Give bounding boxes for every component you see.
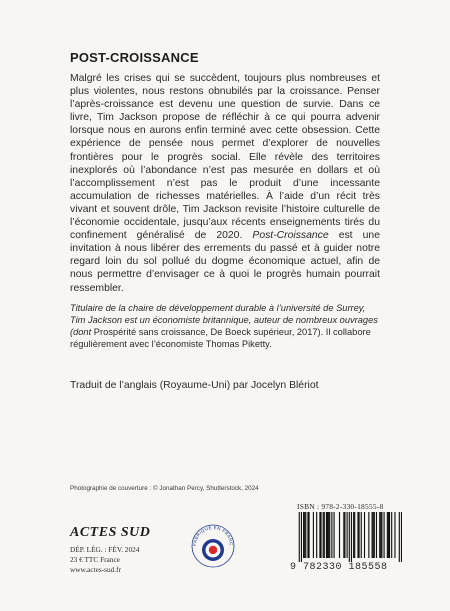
barcode-bar bbox=[316, 512, 317, 558]
book-blurb bbox=[70, 72, 380, 295]
publisher-website: www.actes-sud.fr bbox=[70, 565, 121, 574]
barcode-bar bbox=[357, 512, 358, 558]
barcode-bar bbox=[359, 512, 360, 558]
barcode-bar bbox=[351, 512, 352, 562]
book-title: POST-CROISSANCE bbox=[70, 50, 199, 65]
publisher-logo: ACTES SUD bbox=[70, 525, 151, 540]
barcode-bar bbox=[379, 512, 380, 558]
seal-text: FABRIQUÉ EN FRANC bbox=[191, 524, 235, 547]
barcode-bar bbox=[399, 512, 400, 562]
barcode-bar bbox=[343, 512, 344, 558]
barcode-bar bbox=[349, 512, 350, 562]
barcode-bar bbox=[354, 512, 355, 558]
barcode-bar bbox=[299, 512, 300, 562]
barcode-bar bbox=[313, 512, 314, 558]
barcode-bar bbox=[361, 512, 362, 558]
bio-text-1: Titulaire de la chaire de développement durable à l’université de Surrey, Tim Jackson est un économiste britannique, auteur de nombreux ouvrages (dont bbox=[70, 303, 378, 337]
barcode-bar bbox=[304, 512, 305, 558]
barcode-bar bbox=[331, 512, 332, 558]
publisher-info bbox=[70, 545, 139, 575]
barcode-bar bbox=[320, 512, 321, 558]
barcode-bar bbox=[329, 512, 330, 558]
barcode-bar bbox=[380, 512, 381, 558]
barcode-bar bbox=[327, 512, 328, 558]
barcode-bar bbox=[347, 512, 348, 558]
bio-text-2: Prospérité sans croissance, De Boeck supérieur, 2017). Il collabore régulièrement avec l’économiste Thomas Piketty. bbox=[70, 327, 371, 349]
barcode-bar bbox=[373, 512, 374, 558]
barcode-bar bbox=[308, 512, 309, 558]
barcode-bar bbox=[323, 512, 324, 558]
barcode-bar bbox=[401, 512, 402, 562]
barcode-bar bbox=[305, 512, 306, 558]
barcode-bar bbox=[301, 512, 302, 562]
barcode-bar bbox=[326, 512, 327, 558]
barcode-bar bbox=[307, 512, 308, 558]
barcode-bar bbox=[389, 512, 390, 558]
barcode-bar bbox=[376, 512, 377, 558]
barcode-digits: 9 782330 185558 bbox=[290, 562, 388, 573]
barcode-bar bbox=[339, 512, 340, 558]
barcode-bar bbox=[368, 512, 369, 558]
barcode-bar bbox=[372, 512, 373, 558]
barcode-bar bbox=[324, 512, 325, 558]
photo-credit: Photographie de couverture : © Jonathan Percy, Shutterstock, 2024 bbox=[70, 485, 259, 492]
blurb-italic-title: Post-Croissance bbox=[252, 230, 329, 242]
translator-credit: Traduit de l’anglais (Royaume-Uni) par Jocelyn Blériot bbox=[70, 380, 319, 391]
barcode bbox=[290, 512, 402, 562]
barcode-bar bbox=[394, 512, 395, 558]
legal-deposit: DÉP. LÉG. : FÉV. 2024 bbox=[70, 545, 140, 554]
barcode-bar bbox=[384, 512, 385, 558]
barcode-bar bbox=[374, 512, 375, 558]
barcode-bar bbox=[364, 512, 365, 558]
barcode-bar bbox=[387, 512, 388, 558]
blurb-text-1: Malgré les crises qui se succèdent, toujours plus nombreuses et plus violentes, nous restons obnubilés par la croissance. Penser l’après-croissance est devenu une question de survie. Dans ce livre, Tim Jackson propose de réfléchir à ce qui pourra advenir lorsque nous en aurons enfin terminé avec cette obsession. Cette expérience de pensée nous permet d’explorer de nouvelles frontières pour le progrès social. Elle révèle des territoires inexplorés où l’abondance n’est pas mesurée en dollars et où l’accomplissement n’est pas le produit d’une incessante accumulation de richesses matérielles. À l’aide d’un récit très vivant et souvent drôle, Tim Jackson revisite l’histoire culturelle de l’économie occidentale, jusqu’aux récents enseignements tirés du confinement généralisé de 2020. bbox=[70, 73, 380, 242]
barcode-bar bbox=[381, 512, 382, 558]
isbn: ISBN : 978-2-330-18555-8 bbox=[297, 502, 384, 511]
author-bio bbox=[70, 302, 380, 350]
barcode-bar bbox=[388, 512, 389, 558]
blurb-text-2: est une invitation à nous libérer des errements du passé et à guider notre regard loin du sol pollué du dogme économique actuel, afin de nous permettre d’envisager ce à quoi le progrès humain pourrait ressembler. bbox=[70, 230, 380, 294]
barcode-bar bbox=[344, 512, 345, 558]
barcode-bar bbox=[353, 512, 354, 558]
barcode-bar bbox=[303, 512, 304, 558]
price: 23 € TTC France bbox=[70, 555, 120, 564]
barcode-bar bbox=[319, 512, 320, 558]
barcode-bar bbox=[328, 512, 329, 558]
barcode-bar bbox=[333, 512, 334, 558]
barcode-bar bbox=[391, 512, 392, 558]
made-in-france-seal-icon bbox=[190, 523, 236, 569]
